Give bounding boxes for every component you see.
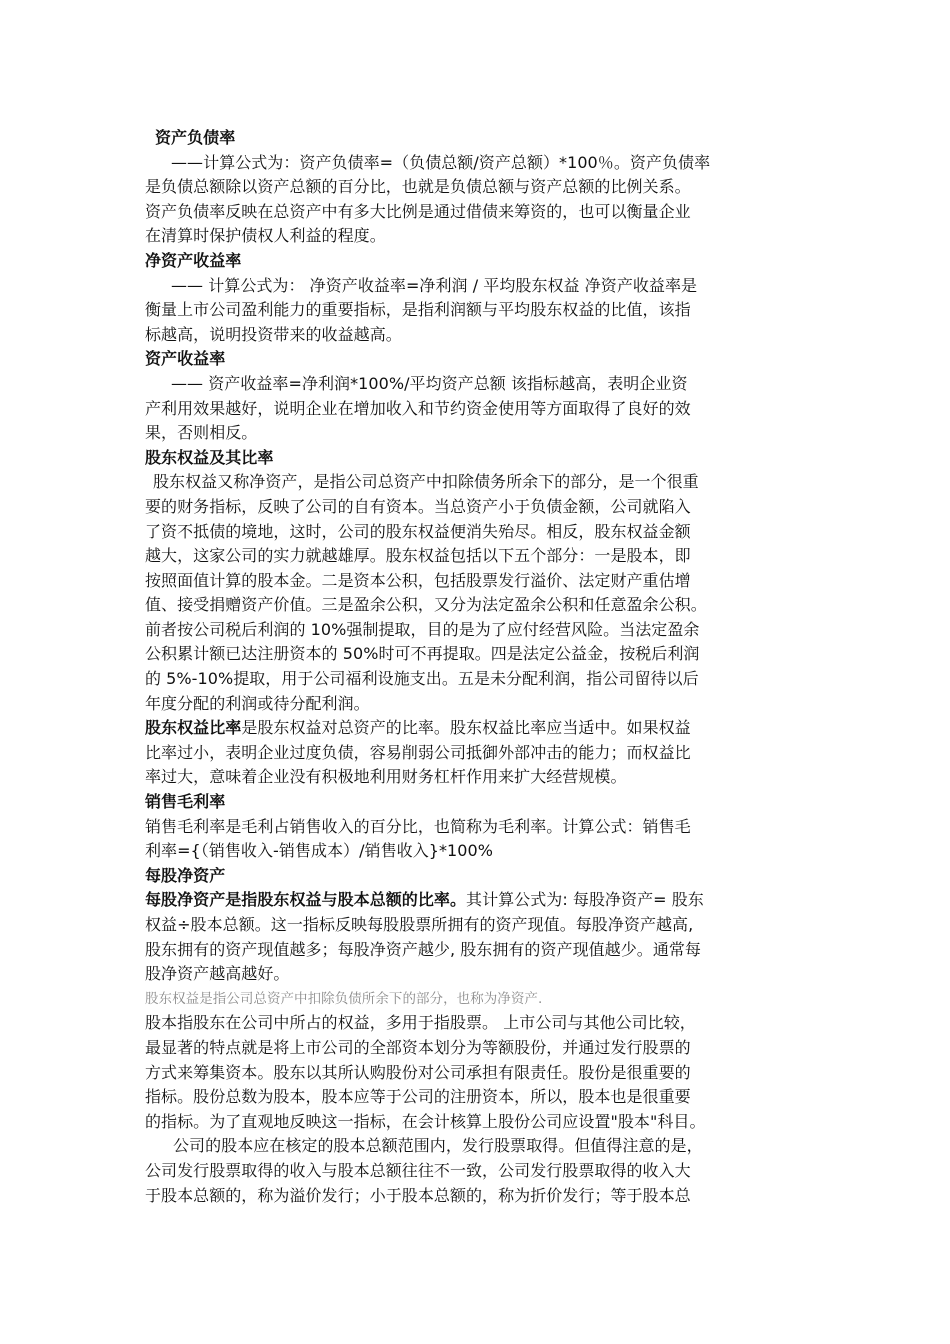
paragraph-line: 股东拥有的资产现值越多；每股净资产越少, 股东拥有的资产现值越少。通常每 (145, 939, 701, 959)
bold-lead-bvps: 每股净资产是指股东权益与股本总额的比率。 (145, 890, 467, 910)
section-title-roa: 资产收益率 (145, 349, 226, 369)
paragraph-line: ——计算公式为：资产负债率=（负债总额/资产总额）*100％。资产负债率 (171, 152, 711, 172)
paragraph-line: 产利用效果越好，说明企业在增加收入和节约资金使用等方面取得了良好的效 (145, 398, 691, 418)
paragraph-line: —— 资产收益率=净利润*100%/平均资产总额 该指标越高，表明企业资 (171, 373, 688, 393)
paragraph-line: 股本指股东在公司中所占的权益，多用于指股票。 上市公司与其他公司比较， (145, 1013, 696, 1033)
paragraph-line: 要的财务指标，反映了公司的自有资本。当总资产小于负债金额，公司就陷入 (145, 496, 691, 516)
section-title-roe: 净资产收益率 (145, 250, 242, 270)
paragraph-line: 指标。股份总数为股本，股本应等于公司的注册资本，所以，股本也是很重要 (145, 1087, 691, 1107)
paragraph-line: 在清算时保护债权人利益的程度。 (145, 226, 386, 246)
paragraph-line: 值、接受捐赠资产价值。三是盈余公积，又分为法定盈余公积和任意盈余公积。 (145, 595, 707, 615)
paragraph-line: 于股本总额的，称为溢价发行；小于股本总额的，称为折价发行；等于股本总 (145, 1185, 691, 1205)
faint-note: 股东权益是指公司总资产中扣除负债所余下的部分，也称为净资产. (145, 990, 543, 1007)
paragraph-line: 衡量上市公司盈利能力的重要指标，是指利润额与平均股东权益的比值，该指 (145, 300, 691, 320)
paragraph-line: 公司的股本应在核定的股本总额范围内，发行股票取得。但值得注意的是， (173, 1136, 703, 1156)
term-equity-ratio: 股东权益比率 (145, 718, 242, 738)
paragraph-line: 越大，这家公司的实力就越雄厚。股东权益包括以下五个部分：一是股本，即 (145, 546, 691, 566)
paragraph-text: 是股东权益对总资产的比率。股东权益比率应当适中。如果权益 (241, 718, 691, 738)
paragraph-line: 公司发行股票取得的收入与股本总额往往不一致，公司发行股票取得的收入大 (145, 1160, 691, 1180)
paragraph-line: 率过大，意味着企业没有积极地利用财务杠杆作用来扩大经营规模。 (145, 767, 627, 787)
paragraph-line: 权益÷股本总额。这一指标反映每股股票所拥有的资产现值。每股净资产越高, (145, 915, 694, 934)
paragraph-line: 果，否则相反。 (145, 423, 258, 443)
section-title-bvps: 每股净资产 (145, 865, 226, 885)
section-title-gross-margin: 销售毛利率 (145, 792, 226, 812)
paragraph-line: 资产负债率反映在总资产中有多大比例是通过借债来筹资的，也可以衡量企业 (145, 201, 691, 221)
paragraph-line: 前者按公司税后利润的 10%强制提取，目的是为了应付经营风险。当法定盈余 (145, 619, 700, 639)
paragraph-line: 了资不抵债的境地，这时，公司的股东权益便消失殆尽。相反，股东权益金额 (145, 521, 691, 541)
paragraph-line (145, 888, 817, 913)
paragraph-line: 年度分配的利润或待分配利润。 (145, 693, 370, 713)
paragraph-line: 利率={（销售收入-销售成本）/销售收入}*100% (145, 841, 493, 861)
paragraph-line: 的指标。为了直观地反映这一指标，在会计核算上股份公司应设置"股本"科目。 (145, 1111, 706, 1131)
paragraph-line: 的 5%-10%提取，用于公司福利设施支出。五是未分配利润，指公司留待以后 (145, 669, 699, 689)
paragraph-line: 比率过小，表明企业过度负债，容易削弱公司抵御外部冲击的能力；而权益比 (145, 742, 691, 762)
paragraph-line: 是负债总额除以资产总额的百分比，也就是负债总额与资产总额的比例关系。 (145, 177, 691, 197)
document-body (145, 126, 817, 1208)
paragraph-line: 股东权益又称净资产，是指公司总资产中扣除债务所余下的部分，是一个很重 (153, 472, 699, 492)
paragraph-line: 股净资产越高越好。 (145, 964, 290, 984)
section-title-equity: 股东权益及其比率 (145, 447, 274, 467)
paragraph-line: —— 计算公式为： 净资产收益率=净利润 / 平均股东权益 净资产收益率是 (171, 275, 698, 295)
paragraph-line: 方式来筹集资本。股东以其所认购股份对公司承担有限责任。股份是很重要的 (145, 1062, 691, 1082)
paragraph-text: 其计算公式为: 每股净资产= 股东 (466, 890, 704, 910)
paragraph-line: 公积累计额已达注册资本的 50%时可不再提取。四是法定公益金，按税后利润 (145, 644, 700, 664)
paragraph-line: 最显著的特点就是将上市公司的全部资本划分为等额股份，并通过发行股票的 (145, 1037, 691, 1057)
paragraph-line: 按照面值计算的股本金。二是资本公积，包括股票发行溢价、法定财产重估增 (145, 570, 691, 590)
paragraph-line (145, 716, 817, 741)
section-title-debt-ratio: 资产负债率 (155, 128, 236, 147)
paragraph-line: 销售毛利率是毛利占销售收入的百分比，也简称为毛利率。计算公式：销售毛 (145, 816, 691, 836)
paragraph-line: 标越高，说明投资带来的收益越高。 (145, 324, 402, 344)
